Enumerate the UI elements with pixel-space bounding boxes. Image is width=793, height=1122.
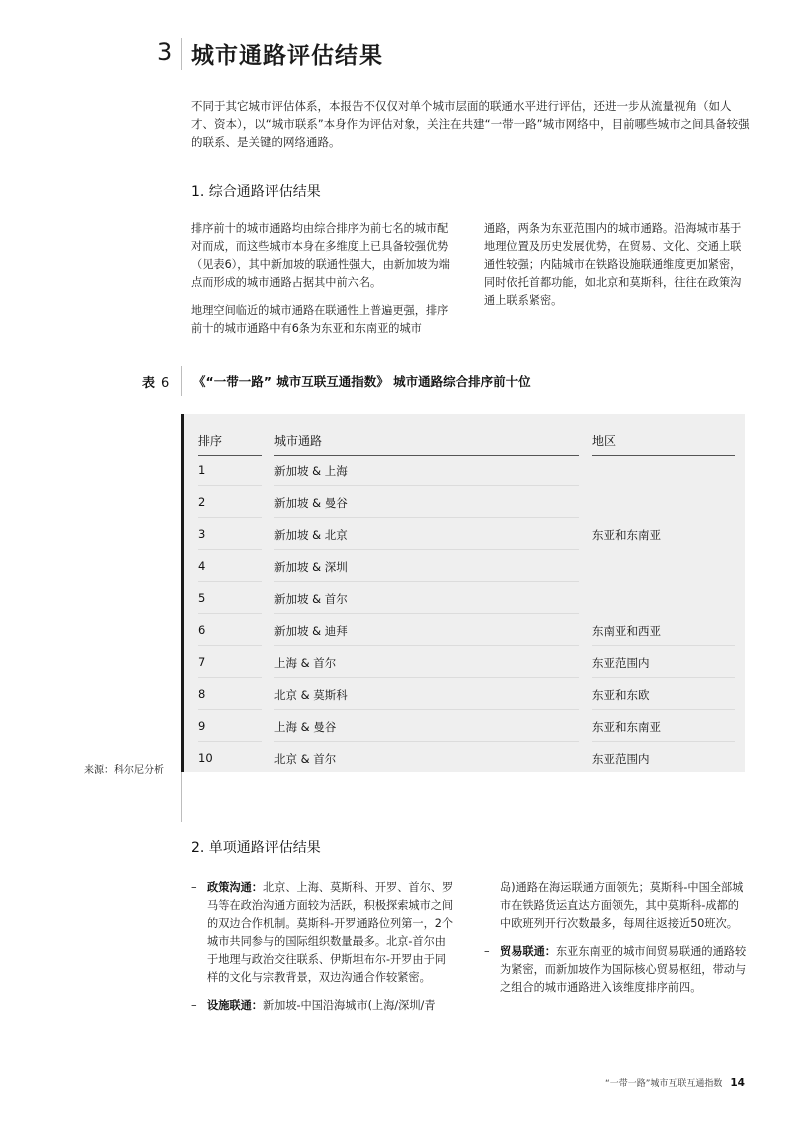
rank-cell: 2 [198,495,206,509]
dash-bullet: – [191,881,197,894]
region-cell: 东亚范围内 [592,752,650,766]
row-divider [274,741,579,742]
row-divider [592,645,735,646]
pair-cell: 新加坡 & 迪拜 [274,624,348,638]
paragraph: 排序前十的城市通路均由综合排序为前七名的城市配对而成，而这些城市本身在多维度上已具备较强优势（见表6），其中新加坡的联通性强大，由新加坡为端点而形成的城市通路占据其中前六名。 [191,222,450,289]
header-underline [198,455,262,456]
rank-cell: 10 [198,751,213,765]
header-region: 地区 [592,434,617,448]
paragraph: 通路，两条为东亚范围内的城市通路。沿海城市基于地理位置及历史发展优势，在贸易、文化、交通上联通性较强；内陆城市在铁路设施联通维度更加紧密，同时依托首都功能，如北京和莫斯科，往往在政策沟通上联系紧密。 [484,222,742,307]
rank-cell: 3 [198,527,206,541]
row-divider [274,677,579,678]
page-number: 14 [730,1077,745,1089]
bullet-text: 岛)通路在海运联通方面领先；莫斯科-中国全部城市在铁路货运直达方面领先，其中莫斯科-成都的中欧班列开行次数最多，每周往返接近50班次。 [500,881,744,930]
header-underline [592,455,735,456]
row-divider [198,581,262,582]
divider-line-table [181,366,182,396]
section-number: 3 [157,38,173,66]
row-divider [198,677,262,678]
pair-cell: 北京 & 莫斯科 [274,688,348,702]
intro-paragraph: 不同于其它城市评估体系，本报告不仅仅对单个城市层面的联通水平进行评估，还进一步从流量视角（如人才、资本），以“城市联系”本身作为评估对象，关注在共建“一带一路”城市网络中，目前哪些城市之间具备较强的联系、是关键的网络通路。 [191,99,750,149]
row-divider [198,517,262,518]
text-column-left [191,220,456,348]
rank-cell: 1 [198,463,206,477]
rank-cell: 6 [198,623,206,637]
footer-title: “一带一路”城市互联互通指数 [605,1079,723,1089]
pair-cell: 北京 & 首尔 [274,752,337,766]
table-label-number: 6 [161,376,170,391]
bullet-column-right [484,879,747,1007]
dash-bullet: – [484,945,490,958]
rank-cell: 7 [198,655,206,669]
bullet-label: 设施联通： [207,999,263,1012]
bullet-label: 政策沟通： [207,881,263,894]
pair-cell: 上海 & 曼谷 [274,720,337,734]
pair-cell: 新加坡 & 首尔 [274,592,348,606]
row-divider [274,485,579,486]
region-cell: 东亚和东南亚 [592,720,661,734]
table-accent-bar [181,414,184,772]
text-column-right [484,220,747,320]
pair-cell: 新加坡 & 北京 [274,528,348,542]
bullet-text: 东亚东南亚的城市间贸易联通的通路较为紧密，而新加坡作为国际核心贸易枢纽，带动与之组合的城市通路进入该维度排序前四。 [500,945,747,994]
divider-line-bottom [181,772,182,822]
table-caption: 《“一带一路” 城市互联互通指数》 城市通路综合排序前十位 [193,374,531,389]
dash-bullet: – [191,999,197,1012]
subsection-title-1: 1. 综合通路评估结果 [191,184,321,200]
header-rank: 排序 [198,434,223,448]
row-divider [274,709,579,710]
row-divider [274,549,579,550]
table-source: 来源：科尔尼分析 [84,765,164,776]
row-divider [198,741,262,742]
pair-cell: 新加坡 & 曼谷 [274,496,348,510]
row-divider [274,645,579,646]
list-item [191,879,456,987]
rank-cell: 4 [198,559,206,573]
pair-cell: 新加坡 & 上海 [274,464,348,478]
row-divider [198,709,262,710]
pair-cell: 新加坡 & 深圳 [274,560,348,574]
list-item-continued [484,879,747,933]
row-divider [274,613,579,614]
row-divider [198,485,262,486]
header-underline [274,455,579,456]
row-divider [274,517,579,518]
table-label [142,372,169,391]
row-divider [198,645,262,646]
rank-cell: 5 [198,591,206,605]
bullet-text: 新加坡-中国沿海城市(上海/深圳/青 [262,999,436,1012]
row-divider [592,677,735,678]
region-cell: 东亚和东南亚 [592,528,661,542]
bullet-column-left [191,879,456,1025]
row-divider [592,741,735,742]
row-divider [592,709,735,710]
bullet-label: 贸易联通： [500,945,556,958]
pair-cell: 上海 & 首尔 [274,656,337,670]
list-item [191,997,456,1015]
page-footer [605,1076,745,1089]
page-title: 城市通路评估结果 [191,43,383,69]
row-divider [198,613,262,614]
rank-cell: 8 [198,687,206,701]
region-cell: 东南亚和西亚 [592,624,661,638]
region-cell: 东亚范围内 [592,656,650,670]
subsection-title-2: 2. 单项通路评估结果 [191,840,321,856]
divider-line-top [181,38,182,70]
row-divider [274,581,579,582]
header-pair: 城市通路 [274,434,323,448]
bullet-text: 北京、上海、莫斯科、开罗、首尔、罗马等在政治沟通方面较为活跃，积极探索城市之间的双边合作机制。莫斯科-开罗通路位列第一，2个城市共同参与的国际组织数量最多。北京-首尔由于地理与政治交往联系、伊斯坦布尔-开罗由于同样的文化与宗教背景，双边沟通合作较紧密。 [207,881,454,984]
list-item [484,943,747,997]
table-label-text: 表 [142,376,156,391]
rank-cell: 9 [198,719,206,733]
region-cell: 东亚和东欧 [592,688,650,702]
paragraph: 地理空间临近的城市通路在联通性上普遍更强，排序前十的城市通路中有6条为东亚和东南亚的城市 [191,304,449,335]
row-divider [198,549,262,550]
